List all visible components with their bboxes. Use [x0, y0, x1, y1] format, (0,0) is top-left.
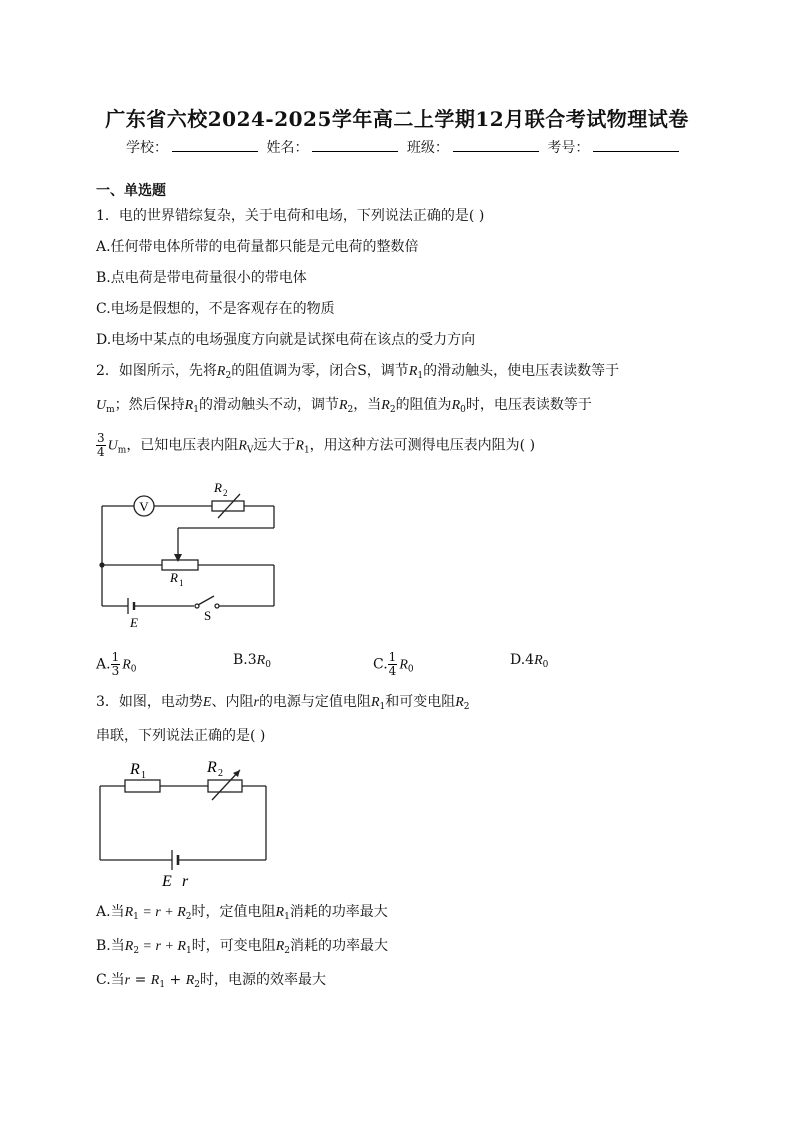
- school-label: 学校：: [126, 140, 168, 156]
- fraction-3-4: $\frac{3}{4}$: [97, 431, 105, 459]
- svg-text:S: S: [204, 608, 212, 623]
- name-label: 姓名：: [266, 140, 309, 156]
- svg-text:E: E: [162, 873, 172, 890]
- student-info-line: [126, 137, 683, 157]
- number-blank[interactable]: [593, 139, 679, 152]
- q3-option-b: B.当$R_2 = r + R_1$时，可变电阻$R_2$消耗的功率最大: [96, 938, 388, 956]
- q2-line-1: 2．如图所示，先将$R_2$的阻值调为零，闭合S，调节$R_1$的滑动触头，使电压表读数等于: [96, 363, 620, 381]
- number-label: 考号：: [547, 140, 590, 156]
- resistor-r1: [125, 780, 160, 792]
- q3-circuit-diagram: [94, 756, 274, 890]
- class-blank[interactable]: [453, 139, 539, 152]
- variable-resistor-r2: [212, 501, 244, 511]
- q3-option-c: C.当$r = R_1 + R_2$时，电源的效率最大: [96, 972, 326, 990]
- svg-text:2: 2: [218, 768, 223, 779]
- q1-option-a: A.任何带电体所带的电荷量都只能是元电荷的整数倍: [96, 239, 419, 255]
- q3-line-1: 3．如图，电动势E、内阻r的电源与定值电阻$R_1$和可变电阻$R_2$: [96, 694, 470, 712]
- svg-text:R: R: [214, 480, 222, 495]
- q2-line-2: $U_m$；然后保持$R_1$的滑动触头不动，调节$R_2$，当$R_2$的阻值为$R_0$时，电压表读数等于: [96, 397, 592, 415]
- q2-option-a: A. $\frac{1}{3}$ $R_0$: [96, 650, 137, 678]
- q2-option-c: C. $\frac{1}{4}$ $R_0$: [373, 650, 414, 678]
- svg-text:1: 1: [141, 770, 146, 781]
- svg-text:1: 1: [179, 578, 184, 588]
- q2-line-3: $\frac{3}{4}$ $U_m$，已知电压表内阻$R_V$远大于$R_1$，用这种方法可测得电压表内阻为( ): [97, 431, 536, 459]
- svg-text:R: R: [170, 570, 178, 585]
- q2-circuit-diagram: [90, 476, 290, 632]
- page-title: 广东省六校2024-2025学年高二上学期12月联合考试物理试卷: [105, 107, 689, 131]
- section-heading: 一、单选题: [96, 183, 166, 199]
- q3-line-2: 串联，下列说法正确的是( ): [96, 728, 266, 744]
- svg-text:V: V: [139, 499, 149, 514]
- name-blank[interactable]: [312, 139, 398, 152]
- q1-option-c: C.电场是假想的，不是客观存在的物质: [96, 301, 335, 317]
- q1-option-b: B.点电荷是带电荷量很小的带电体: [96, 270, 307, 286]
- school-blank[interactable]: [172, 139, 258, 152]
- q1-option-d: D.电场中某点的电场强度方向就是试探电荷在该点的受力方向: [96, 332, 476, 348]
- svg-text:R: R: [207, 759, 217, 776]
- svg-text:2: 2: [223, 488, 228, 498]
- q1-stem: 1．电的世界错综复杂，关于电荷和电场，下列说法正确的是( ): [96, 208, 485, 224]
- q3-option-a: A.当$R_1 = r + R_2$时，定值电阻$R_1$消耗的功率最大: [96, 904, 388, 922]
- q2-option-b: $B.3R_0$: [233, 652, 271, 670]
- svg-text:R: R: [130, 761, 140, 778]
- class-label: 班级：: [406, 140, 449, 156]
- svg-text:r: r: [182, 873, 189, 890]
- junction-dot: [99, 562, 104, 567]
- q2-option-d: $D.4R_0$: [510, 652, 549, 670]
- slider-arrow-icon: [174, 554, 182, 562]
- svg-text:E: E: [130, 615, 138, 630]
- slide-rheostat-r1: [162, 560, 198, 570]
